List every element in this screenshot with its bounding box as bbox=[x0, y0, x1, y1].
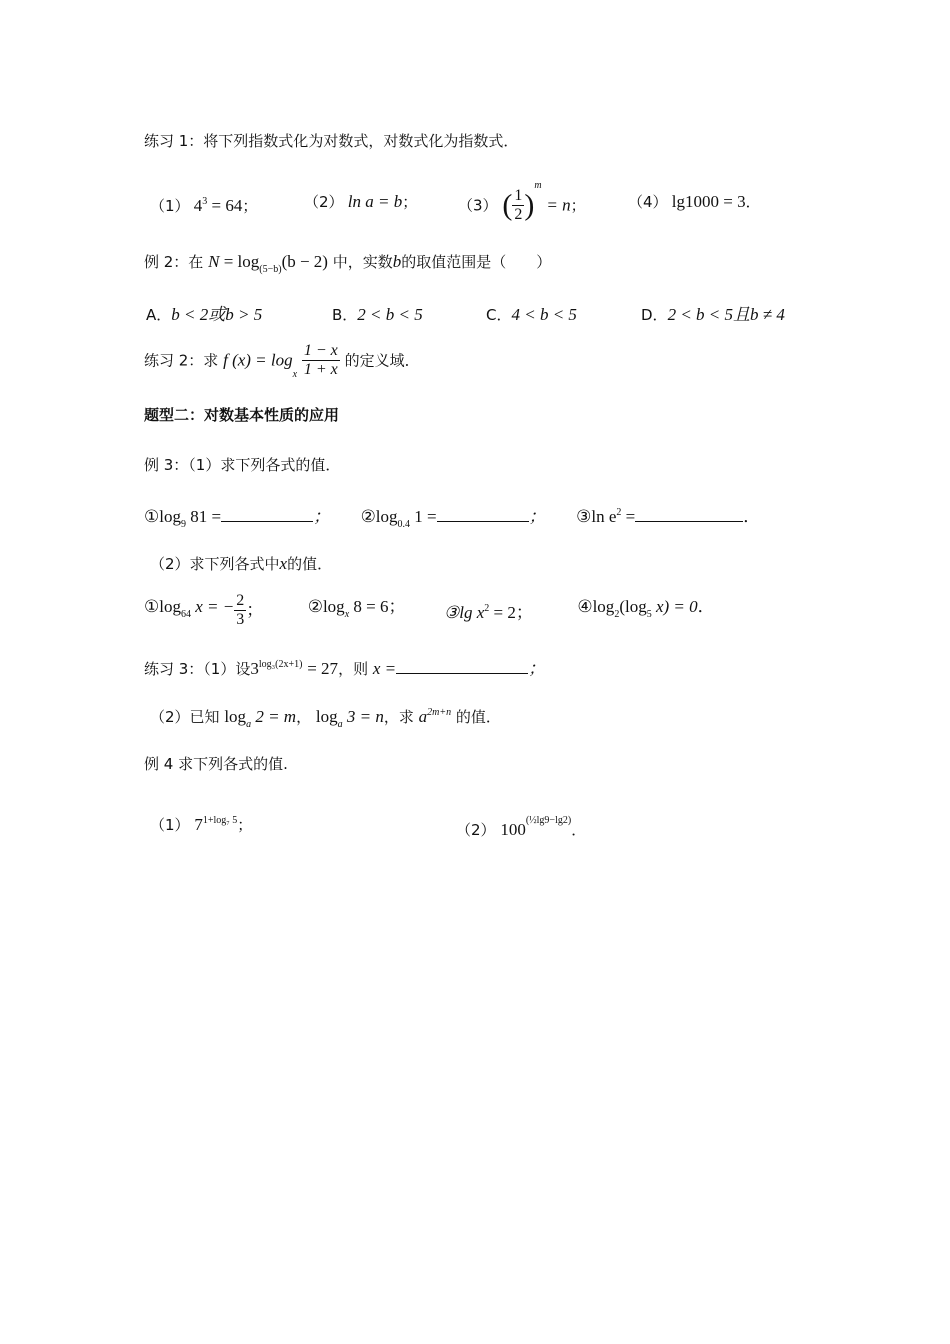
option-a: A．b < 2或b > 5 bbox=[146, 305, 263, 324]
example-4-item-1: （1） $7^{1+log_7 5}$； bbox=[150, 815, 253, 834]
example-3-part-2-prompt: （2）求下列各式中x的值． bbox=[150, 554, 333, 573]
example-4-item-2: （2） $100^{(\frac{1}{2}lg9-lg2)}$． bbox=[456, 815, 587, 839]
example-3-part-1: $①\log_9$ 81 = ； $②\log_{0.4}$ 1 = ； ③ln $e^2$ = ． bbox=[144, 507, 761, 530]
example-3-part-2-items: $①\log_{64}$ x = − $\frac{2}{3}$ ； $②\log_x$ 8 = 6； ③lg $x^2 = 2$； $④\log_2(\log_5$ x) = 0． bbox=[144, 592, 715, 628]
example-3-prompt: 例 3：（1）求下列各式的值． bbox=[144, 456, 341, 474]
option-c: C．4 < b < 5 bbox=[486, 305, 577, 324]
exercise-1-item-3: （3） ( $\frac{1}{2}$ )$^m$ = n； bbox=[458, 180, 586, 223]
option-b: B．2 < b < 5 bbox=[332, 305, 423, 324]
example-4-prompt: 例 4 求下列各式的值. bbox=[144, 755, 288, 773]
exercise-1-item-2: （2） ln a = b； bbox=[304, 192, 418, 211]
option-d: D．2 < b < 5且b ≠ 4 bbox=[641, 305, 785, 324]
section-title: 题型二：对数基本性质的应用 bbox=[144, 406, 340, 424]
exercise-1-prompt: 练习 1：将下列指数式化为对数式，对数式化为指数式． bbox=[144, 132, 519, 150]
exercise-2-question: 练习 2：求 f $(x) = \log_x$ $\frac{1 - x}{1 + x}$ 的定义域． bbox=[144, 342, 420, 380]
exercise-1-item-4: （4） lg1000 = 3． bbox=[628, 192, 761, 211]
example-2-question: 例 2：在 $N = \log_{(5-b)}(b - 2)$ 中，实数b的取值范围是（ ） bbox=[144, 252, 552, 275]
exercise-3-part-2: （2）已知 $\log_a 2 = m$， $\log_a 3 = n$，求 $a^{2m+n}$ 的值． bbox=[150, 707, 501, 730]
exercise-3-part-1: 练习 3：（1）设$3^{log_3(2x+1)} = 27$，则 x = ； bbox=[144, 659, 546, 678]
exercise-1-items: （1） $4^3 = 64$； bbox=[150, 196, 258, 215]
